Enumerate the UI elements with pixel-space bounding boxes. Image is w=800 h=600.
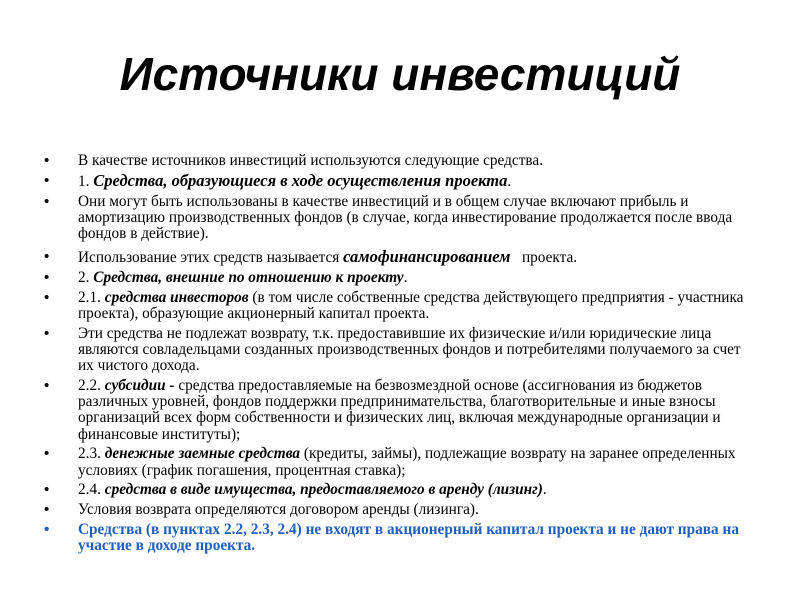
bullet-text: Условия возврата определяются договором аренды (лизинга). [78, 501, 479, 519]
bullet-item-highlight [44, 522, 760, 554]
bullet-prefix: 2.3. [78, 445, 105, 463]
bullet-item [44, 446, 760, 478]
bullet-suffix: . [403, 269, 408, 286]
bullet-item [44, 502, 760, 518]
bullet-text: В качестве источников инвестиций используются следующие средства. [78, 152, 544, 169]
bullet-emphasis: самофинансированием [343, 247, 511, 267]
bullet-emphasis: Средства, образующиеся в ходе осуществления проекта [93, 170, 508, 190]
bullet-emphasis: Средства, внешние по отношению к проекту [93, 269, 404, 286]
bullet-prefix: 1. [78, 172, 94, 190]
bullet-item [44, 170, 760, 190]
bullet-suffix: . [507, 172, 512, 190]
bullet-text: Они могут быть использованы в качестве инвестиций и в общем случае включают прибыль и амортизацию производственных фондов (в случае, когда инвестирование продолжается после ввода фондов в действие). [78, 192, 733, 242]
bullet-suffix: проекта. [510, 249, 578, 267]
bullet-item [44, 153, 760, 169]
bullet-prefix: Использование этих средств называется [78, 249, 344, 267]
bullet-item [44, 290, 760, 322]
bullet-item [44, 249, 760, 266]
bullet-suffix: (кредиты, займы), подлежащие возврату на заранее определенных условиях (график погашения, процентная ставка); [78, 445, 736, 479]
bullet-prefix: 2.4. [78, 481, 105, 499]
bullet-text: Средства (в пунктах 2.2, 2.3, 2.4) не входят в акционерный капитал проекта и не дают права на участие в доходе проекта. [78, 521, 739, 555]
bullet-suffix: . [542, 481, 547, 499]
bullet-item [44, 270, 760, 286]
bullet-item [44, 378, 760, 443]
bullet-item [44, 326, 760, 375]
bullet-prefix: 2.1. [78, 288, 105, 306]
slide-title: Источники инвестиций [119, 48, 681, 100]
bullet-emphasis: средства инвесторов [104, 288, 249, 306]
bullet-text: Эти средства не подлежат возврату, т.к. предоставившие их физические и/или юридические лица являются совладельцами созданных производственных фондов и потребителями получаемого за счет их чистого дохода. [78, 324, 741, 375]
bullet-list [44, 153, 760, 558]
bullet-emphasis: субсидии - [104, 377, 179, 394]
bullet-item [44, 194, 760, 243]
bullet-prefix: 2.2. [78, 377, 105, 394]
bullet-suffix: (в том числе собственные средства действующего предприятия - участника проекта), образующие акционерный капитал проекта. [78, 288, 744, 322]
bullet-emphasis: денежные заемные средства [104, 445, 301, 463]
bullet-emphasis: средства в виде имущества, предоставляемого в аренду (лизинг) [104, 481, 543, 499]
bullet-item [44, 482, 760, 498]
bullet-suffix: средства предоставляемые на безвозмездной основе (ассигнования из бюджетов различных уровней, фондов поддержки предпринимательства, благотворительные и иные взносы организаций всех форм собственности и физических лиц, включая международные организации и финансовые институты); [78, 377, 721, 443]
bullet-prefix: 2. [78, 269, 94, 286]
